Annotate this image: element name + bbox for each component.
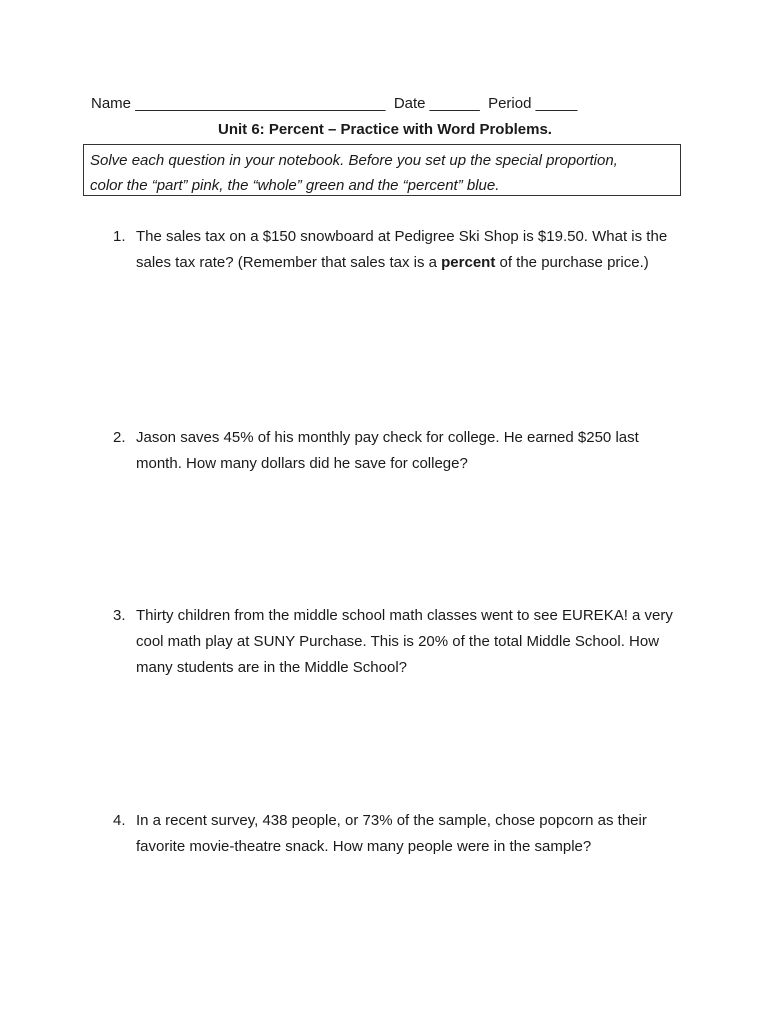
instructions-line-1: Solve each question in your notebook. Before you set up the special proportion,	[90, 152, 618, 169]
question-text-part: of the purchase price.)	[495, 254, 649, 271]
question-number: 4.	[113, 812, 126, 829]
question-bold-word: percent	[441, 254, 496, 271]
question-text: Thirty children from the middle school math classes went to see EUREKA! a very cool math play at SUNY Purchase. This is 20% of the total Middle School. How many students are in the Middle School?	[136, 607, 673, 676]
period-label: Period	[488, 95, 532, 112]
page-title: Unit 6: Percent – Practice with Word Problems.	[218, 121, 552, 138]
question-4	[113, 808, 683, 860]
instructions-line-2: color the “part” pink, the “whole” green and the “percent” blue.	[90, 177, 500, 194]
question-3	[113, 603, 683, 681]
date-blank: ______	[429, 95, 480, 112]
question-1	[113, 224, 683, 276]
question-text	[136, 224, 683, 276]
question-number: 1.	[113, 228, 126, 245]
question-text: In a recent survey, 438 people, or 73% of the sample, chose popcorn as their favorite movie-theatre snack. How many people were in the sample?	[136, 812, 647, 855]
instructions-box	[83, 144, 681, 196]
question-text-part: The sales tax on a $150 snowboard at Pedigree Ski Shop is $19.50. What is the sales tax rate? (Remember that sales tax is a	[136, 228, 668, 271]
name-label: Name	[91, 95, 132, 112]
header-line	[91, 94, 691, 114]
question-number: 3.	[113, 607, 126, 624]
name-blank: ______________________________	[135, 95, 386, 112]
question-number: 2.	[113, 429, 126, 446]
question-text: Jason saves 45% of his monthly pay check for college. He earned $250 last month. How many dollars did he save for college?	[136, 429, 639, 472]
date-label: Date	[393, 95, 426, 112]
period-blank: _____	[535, 95, 578, 112]
question-2	[113, 425, 683, 477]
